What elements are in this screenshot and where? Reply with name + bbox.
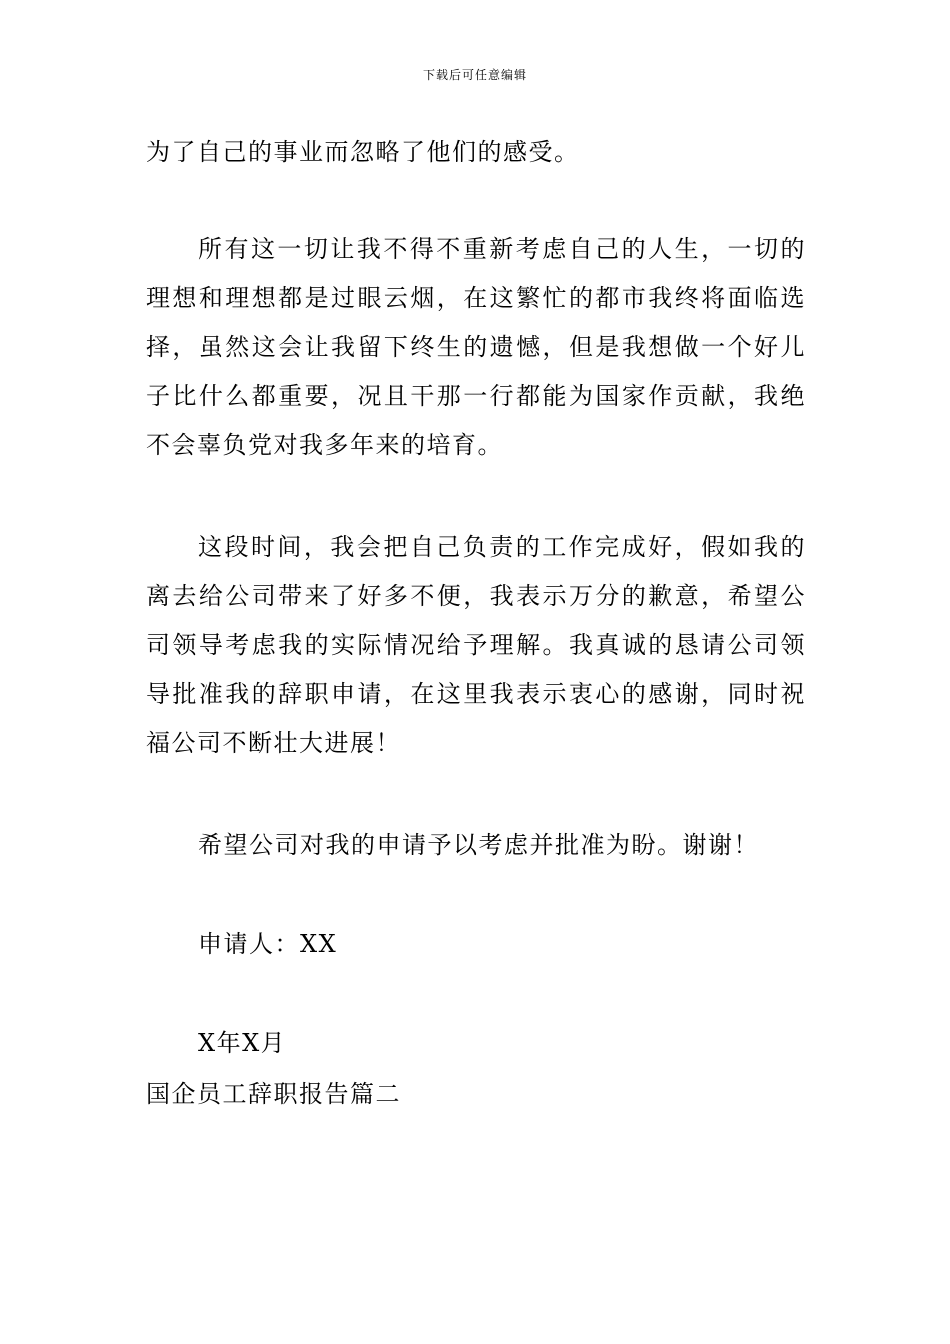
paragraph-apology: [146, 523, 806, 768]
paragraph-continuation: 为了自己的事业而忽略了他们的感受。: [146, 138, 580, 166]
paragraph-text: 所有这一切让我不得不重新考虑自己的人生，一切的理想和理想都是过眼云烟，在这繁忙的都市我终将面临选择，虽然这会让我留下终生的遗憾，但是我想做一个好儿子比什么都重要，况且干那一行都能为国家作贡献，我绝不会辜负党对我多年来的培育。: [146, 235, 806, 459]
signature-date: X年X月: [198, 1029, 287, 1057]
header-note: 下载后可任意编辑: [422, 68, 527, 82]
next-section-title: 国企员工辞职报告篇二: [146, 1080, 401, 1108]
applicant-signature: 申请人：XX: [198, 930, 338, 958]
paragraph-text: 这段时间，我会把自己负责的工作完成好，假如我的离去给公司带来了好多不便，我表示万分的歉意，希望公司领导考虑我的实际情况给予理解。我真诚的恳请公司领导批准我的辞职申请，在这里我表示衷心的感谢，同时祝福公司不断壮大进展！: [146, 533, 806, 757]
paragraph-closing-request: 希望公司对我的申请予以考虑并批准为盼。谢谢！: [198, 831, 759, 859]
paragraph-reconsider-life: [146, 225, 806, 470]
